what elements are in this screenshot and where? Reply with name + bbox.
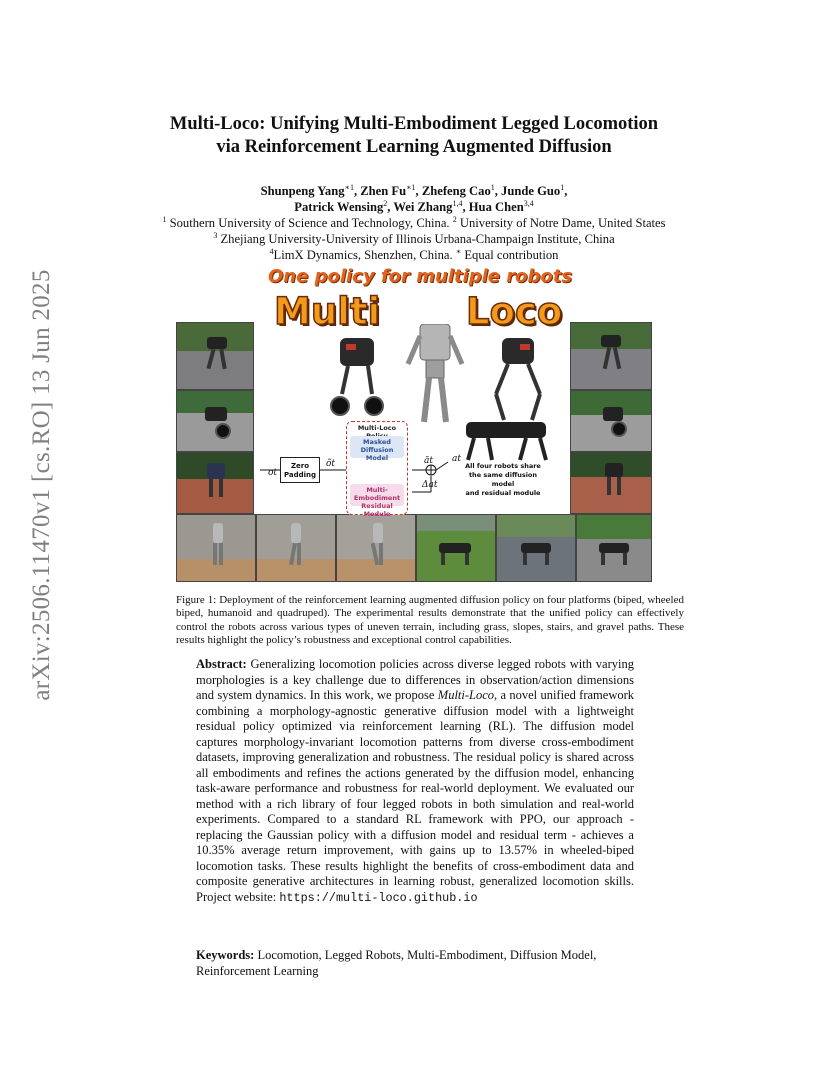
symbol-a-t: at (452, 454, 461, 464)
affiliation: Zhejiang University-University of Illinois Urbana-Champaign Institute, China (217, 232, 615, 246)
abstract (196, 657, 634, 906)
author-mark: 1 (560, 183, 565, 192)
photo-biped-stairs (176, 452, 254, 514)
author-name: Shunpeng Yang (260, 184, 345, 198)
photo-biped-road-right (570, 322, 652, 390)
banner-word-multi: Multi (274, 290, 381, 333)
author-mark: 3,4 (523, 199, 534, 208)
abstract-text-2: , a novel unified framework combining a morphology-agnostic generative diffusion model with a lightweight residual policy optimized via reinforcement learning (RL). The diffusion model captures morphology-invariant locomotion patterns from diverse cross-embodiment datasets, improving generalization and robustness. The residual policy is shared across all embodiments and refines the actions generated by the diffusion model, enhancing task-aware performance and robustness for real-world deployment. We evaluated our method with a rich library of four legged robots in both simulation and real-world experiments. Compared to a standard RL framework with PPO, our approach - replacing the Gaussian policy with a diffusion model and residual term - achieves a 10.35% average return improvement, with gains up to 13.57% in wheeled-biped locomotion tasks. These results highlight the benefits of cross-embodiment data and composite generative architectures in learning robust, generalized locomotion skills. Project website: (196, 688, 635, 904)
photo-stairs-right (570, 452, 652, 514)
affiliation-line-3 (0, 247, 828, 263)
policy-title: Multi-Loco (357, 424, 397, 432)
banner-word-loco: Loco (466, 290, 563, 333)
photo-quadruped-road (496, 514, 576, 582)
keywords (196, 948, 634, 979)
author-block (0, 183, 828, 263)
affiliation: Equal contribution (461, 248, 559, 262)
photo-humanoid-2 (256, 514, 336, 582)
author-mark: 1,4 (452, 199, 463, 208)
abstract-label: Abstract: (196, 657, 247, 671)
project-url-link[interactable]: https://multi-loco.github.io (279, 890, 478, 905)
photo-quadruped-slope (576, 514, 652, 582)
multi-loco-policy-frame (346, 421, 408, 518)
author-mark: ∗1 (344, 183, 354, 192)
photo-humanoid-1 (176, 514, 256, 582)
author-line-1: Shunpeng Yang$^{∗1}$, Zhen $Fu^{∗1}$, Zhefeng Cao$^1$, Junde Guo$^1$, (260, 183, 568, 198)
photo-biped-road (176, 322, 254, 390)
affiliation: Southern University of Science and Technology, China. (166, 216, 453, 230)
method-name: Multi-Loco (437, 688, 495, 702)
abstract-text-1: Generalizing locomotion policies across diverse legged robots with varying morphologies is a key challenge due to differences in observation/action dimensions and system dynamics. In this work, we propose (196, 657, 634, 702)
arxiv-side-stamp: arXiv:2506.11470v1 [cs.RO] 13 Jun 2025 (28, 269, 55, 701)
author-name: Patrick Wensing (294, 200, 384, 214)
residual-module-box: Multi-Embodiment Residual Module (350, 484, 404, 506)
symbol-a-bar: ăt (424, 456, 433, 466)
author-name: Wei Zhang (393, 200, 453, 214)
symbol-delta-a: Δat (422, 480, 438, 490)
affil-mark: 2 (452, 215, 457, 224)
keywords-text: Locomotion, Legged Robots, Multi-Embodiment, Diffusion Model, Reinforcement Learning (196, 948, 597, 978)
symbol-o-t: ot (268, 468, 278, 478)
paper-title (0, 113, 828, 159)
author-line-2: Patrick Wensing$^2$, Wei Zhang$^{1,4}$, Hua Chen$^{3,4}$ (294, 199, 534, 214)
affil-mark: 1 (162, 215, 167, 224)
shared-model-note: All four robots share the same diffusion model and residual module (465, 462, 541, 497)
masked-diffusion-model-box: Masked Diffusion Model (350, 436, 404, 458)
author-name: Hua Chen (468, 200, 524, 214)
symbol-o-tilde: õt (326, 459, 336, 469)
photo-humanoid-3 (336, 514, 416, 582)
photo-wheeled-gravel (176, 390, 254, 452)
author-name: Zhefeng Cao (421, 184, 491, 198)
affiliation: LimX Dynamics, Shenzhen, China. (273, 248, 456, 262)
banner-subtitle: One policy for multiple robots (268, 266, 573, 287)
affiliation-line-1 (0, 215, 828, 231)
affil-mark: ∗ (455, 247, 462, 256)
author-name: Zhen Fu (360, 184, 407, 198)
title-line-2: via Reinforcement Learning Augmented Diffusion (216, 137, 612, 157)
figure-caption: Figure 1: Deployment of the reinforcement learning augmented diffusion policy on four platforms (biped, wheeled biped, humanoid and quadruped). The experimental results demonstrate that the unified policy can effectively control the robots across various types of uneven terrain, including grass, slopes, stairs, and gravel paths. These results highlight the policy’s robustness and exceptional control capabilities. (176, 594, 684, 647)
affiliation-line-2 (0, 231, 828, 247)
author-mark: ∗1 (406, 183, 416, 192)
photo-wheeled-slope (570, 390, 652, 452)
author-mark: 2 (383, 199, 388, 208)
title-line-1: Multi-Loco: Unifying Multi-Embodiment Legged Locomotion (169, 114, 659, 134)
figure-1 (176, 264, 653, 581)
photo-quadruped-grass (416, 514, 496, 582)
author-name: Junde Guo (501, 184, 561, 198)
keywords-label: Keywords: (196, 948, 255, 962)
affil-mark: 3 (213, 231, 218, 240)
affil-mark: 4 (269, 247, 274, 256)
zero-padding-box: Zero Padding (280, 457, 320, 483)
affiliation: University of Notre Dame, United States (456, 216, 666, 230)
author-mark: 1 (490, 183, 495, 192)
